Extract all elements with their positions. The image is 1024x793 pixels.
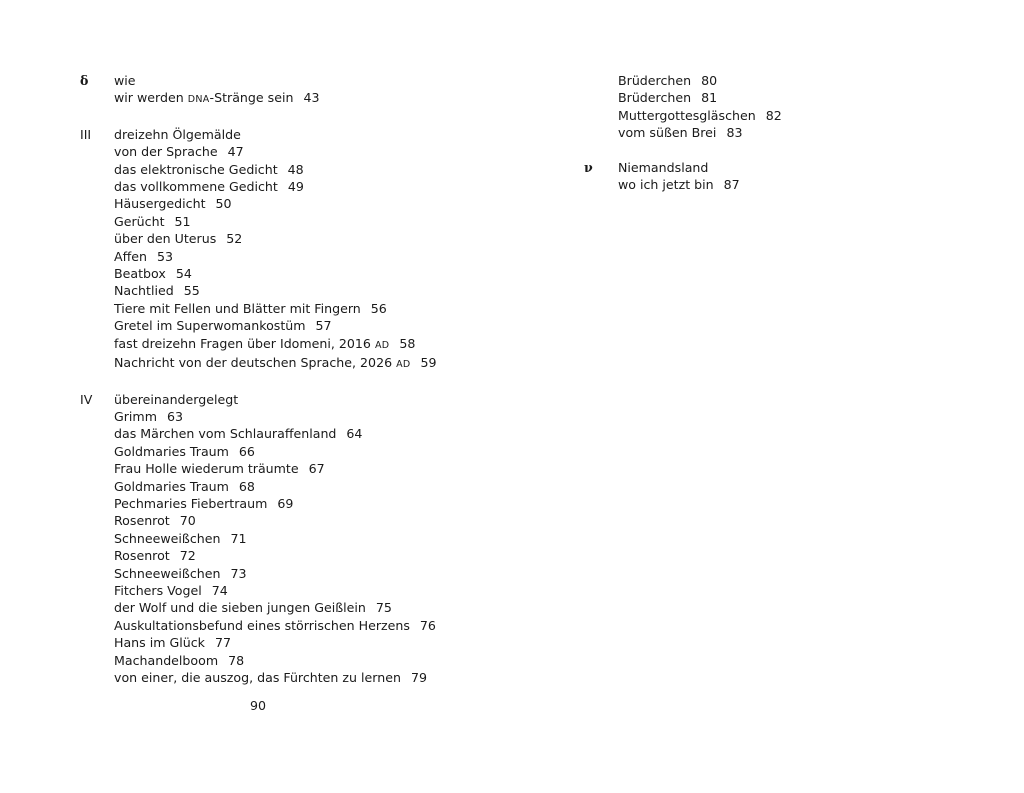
entry-title: Hans im Glück (114, 635, 205, 651)
entry-title: Rosenrot (114, 513, 170, 529)
entry-title-suffix: -Stränge sein (209, 90, 294, 106)
entry-page-number: 69 (277, 495, 294, 511)
entry-title: Frau Holle wiederum träumte (114, 461, 299, 477)
entry-page-number: 68 (238, 478, 255, 494)
entry-page-number: 55 (183, 283, 200, 299)
toc-entry (114, 300, 550, 317)
entry-title: Rosenrot (114, 548, 170, 564)
toc-entry (114, 634, 550, 651)
entry-page-number: 64 (346, 426, 363, 442)
toc-section (80, 72, 550, 109)
entry-title: Goldmaries Traum (114, 478, 229, 494)
entry-title: von einer, die auszog, das Fürchten zu lernen (114, 670, 401, 685)
section-marker (584, 72, 618, 142)
entry-title: wo ich jetzt bin (618, 177, 714, 193)
entry-page-number: 77 (214, 635, 231, 651)
section-marker: III (80, 126, 92, 142)
entry-page-number: 74 (211, 582, 228, 598)
toc-entry (114, 582, 550, 599)
toc-entry (114, 669, 550, 686)
entry-title: übereinandergelegt (114, 391, 239, 407)
entry-page-number: 82 (765, 107, 782, 123)
entry-title: Gretel im Superwomankostüm (114, 318, 306, 334)
entry-page-number: 67 (308, 461, 325, 477)
entry-title: das vollkommene Gedicht (114, 179, 278, 195)
toc-entry (114, 354, 550, 373)
entry-page-number: 57 (315, 318, 332, 334)
entry-title: das elektronische Gedicht (114, 161, 278, 177)
entry-title: Pechmaries Fiebertraum (114, 495, 268, 511)
entry-page-number: 51 (174, 213, 191, 229)
entry-page-number: 73 (230, 565, 247, 581)
entry-title: Gerücht (114, 213, 165, 229)
entry-page-number: 54 (175, 266, 192, 282)
entry-page-number: 75 (375, 600, 392, 616)
entry-page-number: 43 (303, 90, 320, 106)
entry-page-number: 66 (238, 443, 255, 459)
toc-section (80, 126, 550, 374)
section-marker: IV (80, 391, 93, 407)
toc-entry (114, 178, 550, 195)
toc-entry (114, 495, 550, 512)
toc-entry (618, 72, 1004, 89)
entry-title: Brüderchen (618, 90, 692, 106)
entry-page-number: 48 (287, 161, 304, 177)
entry-title: Machandelboom (114, 652, 219, 668)
toc-entry (114, 72, 550, 89)
entry-page-number: 53 (157, 248, 174, 264)
toc-section (584, 159, 1004, 194)
section-marker: ν (584, 159, 593, 175)
toc-entry (114, 230, 550, 247)
entry-title: über den Uterus (114, 231, 217, 247)
section-entries (618, 159, 1004, 194)
entry-page-number: 59 (420, 355, 437, 371)
toc-entry (114, 565, 550, 582)
toc-entry (114, 195, 550, 212)
toc-right-column (584, 72, 1004, 210)
toc-entry (114, 460, 550, 477)
entry-page-number: 72 (179, 548, 196, 564)
entry-title: wir werden (114, 90, 188, 106)
entry-title: fast dreizehn Fragen über Idomeni, 2016 (114, 335, 375, 351)
toc-entry (114, 248, 550, 265)
entry-page-number: 56 (370, 300, 387, 316)
entry-title: Nachricht von der deutschen Sprache, 2026 (114, 355, 397, 371)
entry-title: Auskultationsbefund eines störrischen Herzens (114, 617, 410, 633)
toc-entry (618, 124, 1004, 141)
toc-left-column (80, 72, 550, 703)
entry-title: dreizehn Ölgemälde (114, 126, 241, 142)
page-number: 90 (250, 698, 267, 713)
entry-title: das Märchen vom Schlauraffenland (114, 426, 337, 442)
toc-entry (618, 107, 1004, 124)
section-entries (114, 72, 550, 109)
entry-title-smallcaps: DNA (187, 94, 210, 106)
toc-entry (114, 547, 550, 564)
toc-entry (114, 265, 550, 282)
toc-entry (114, 652, 550, 669)
entry-page-number: 70 (179, 513, 196, 529)
entry-page-number: 50 (215, 196, 232, 212)
entry-page-number: 78 (228, 652, 245, 668)
toc-entry (114, 512, 550, 529)
toc-entry (114, 161, 550, 178)
toc-entry (114, 408, 550, 425)
entry-title: Schneeweißchen (114, 565, 221, 581)
entry-title: der Wolf und die sieben jungen Geißlein (114, 600, 366, 616)
toc-entry (114, 425, 550, 442)
toc-entry (114, 599, 550, 616)
entry-page-number: 79 (410, 670, 427, 685)
entry-title: Affen (114, 248, 148, 264)
toc-entry (114, 282, 550, 299)
toc-section (584, 72, 1004, 142)
entry-page-number: 81 (701, 90, 718, 106)
entry-title: Häusergedicht (114, 196, 206, 212)
entry-page-number: 80 (701, 73, 718, 88)
entry-page-number: 63 (166, 408, 184, 424)
entry-page-number: 87 (723, 177, 740, 193)
toc-entry (114, 443, 550, 460)
toc-entry (618, 159, 1004, 176)
section-entries (618, 72, 1004, 142)
entry-page-number: 47 (227, 144, 244, 160)
toc-entry (114, 213, 550, 230)
toc-entry (114, 617, 550, 634)
toc-entry (114, 89, 550, 108)
entry-page-number: 71 (230, 530, 247, 546)
entry-title: Schneeweißchen (114, 530, 221, 546)
toc-entry (114, 335, 550, 354)
entry-title: Niemandsland (618, 159, 709, 175)
entry-page-number: 52 (226, 231, 243, 247)
toc-entry (114, 317, 550, 334)
entry-title-smallcaps: AD (374, 339, 390, 351)
entry-page-number: 76 (419, 617, 436, 633)
toc-entry (114, 143, 550, 160)
entry-title: von der Sprache (114, 144, 218, 160)
section-entries (114, 126, 550, 374)
entry-title: Tiere mit Fellen und Blätter mit Fingern (114, 300, 361, 316)
toc-entry (114, 126, 550, 143)
section-entries (114, 391, 550, 687)
entry-title: vom süßen Brei (618, 125, 717, 141)
entry-page-number: 49 (287, 179, 304, 195)
entry-title: Grimm (114, 408, 157, 424)
toc-section (80, 391, 550, 687)
toc-entry (618, 176, 1004, 193)
toc-entry (618, 89, 1004, 106)
toc-entry (114, 391, 550, 408)
entry-title: Goldmaries Traum (114, 443, 229, 459)
toc-entry (114, 530, 550, 547)
entry-title: Fitchers Vogel (114, 582, 202, 598)
entry-title: Beatbox (114, 266, 166, 282)
entry-title: wie (114, 73, 136, 88)
toc-entry (114, 478, 550, 495)
entry-title: Nachtlied (114, 283, 174, 299)
section-marker: δ (80, 73, 89, 88)
entry-page-number: 58 (399, 335, 416, 351)
entry-title-smallcaps: AD (396, 359, 411, 371)
entry-page-number: 83 (726, 125, 743, 141)
entry-title: Muttergottesgläschen (618, 107, 756, 123)
entry-title: Brüderchen (618, 73, 692, 88)
